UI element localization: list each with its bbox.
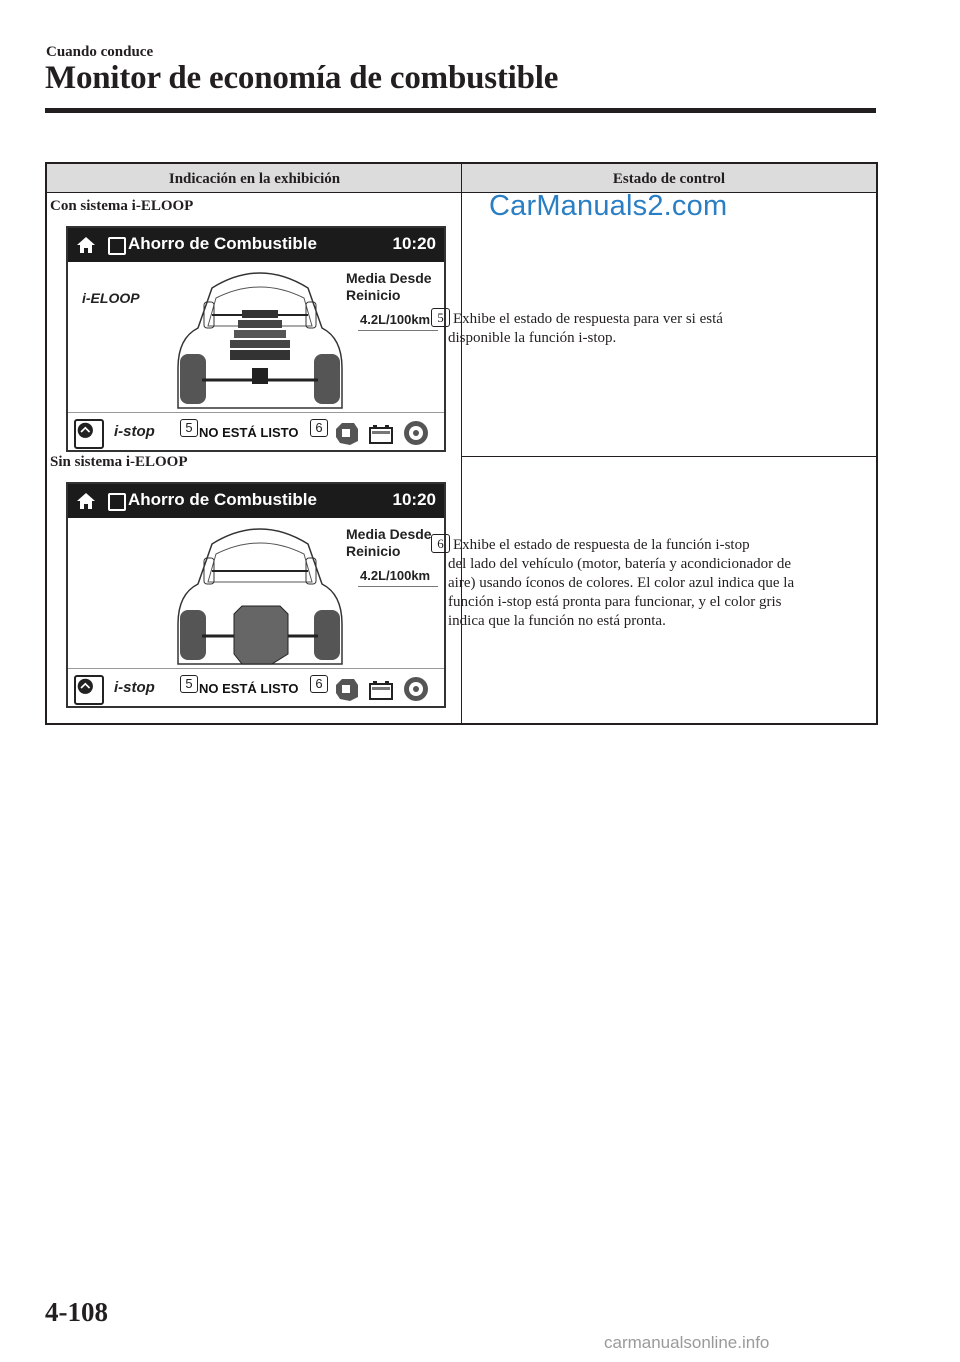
istop-label: i-stop [114, 423, 155, 440]
collapse-button[interactable] [74, 675, 104, 705]
screen-clock: 10:20 [392, 490, 436, 509]
collapse-button[interactable] [74, 419, 104, 449]
screen-title: Ahorro de Combustible [128, 490, 317, 509]
screen-title: Ahorro de Combustible [128, 234, 317, 253]
readout-underline [358, 586, 438, 587]
row-divider [461, 456, 876, 457]
description-text: Exhibe el estado de respuesta para ver si está [453, 311, 723, 327]
engine-icon [332, 675, 360, 703]
readout-underline [358, 330, 438, 331]
screen-topbar [68, 484, 444, 518]
air-conditioner-icon [402, 419, 430, 447]
battery-icon [368, 423, 394, 445]
description-text: Exhibe el estado de respuesta de la función i-stop [453, 537, 750, 553]
column-header-control: Estado de control [612, 171, 726, 187]
description-5 [431, 308, 821, 348]
battery-icon [368, 679, 394, 701]
section-label: Cuando conduce [46, 44, 154, 60]
screen-with-eloop [66, 226, 446, 452]
screen-clock: 10:20 [392, 234, 436, 253]
chevron-up-icon [76, 677, 98, 699]
istop-status-text: NO ESTÁ LISTO [199, 681, 299, 696]
column-header-display: Indicación en la exhibición [168, 171, 341, 187]
home-icon[interactable] [76, 235, 96, 255]
callout-badge-5: 5 [180, 419, 198, 437]
chevron-up-icon [76, 421, 98, 443]
screen-bottombar [68, 668, 444, 707]
watermark-bottom: carmanualsonline.info [604, 1333, 770, 1352]
row-label-with-eloop: Con sistema i-ELOOP [50, 198, 194, 214]
screen-app-icon [108, 493, 126, 511]
fuel-consumption-readout: 4.2L/100km [360, 312, 431, 327]
screen-app-icon [108, 237, 126, 255]
vehicle-illustration [172, 514, 348, 668]
callout-badge-5: 5 [180, 675, 198, 693]
screen-bottombar [68, 412, 444, 451]
callout-badge-6: 6 [310, 419, 328, 437]
istop-status-text: NO ESTÁ LISTO [199, 425, 299, 440]
eloop-label: i-ELOOP [82, 290, 140, 306]
watermark-top: CarManuals2.com [489, 190, 728, 222]
average-label: Media Desde Reinicio [346, 270, 432, 303]
average-label: Media Desde Reinicio [346, 526, 432, 559]
engine-icon [332, 419, 360, 447]
screen-topbar [68, 228, 444, 262]
description-text-continued: del lado del vehículo (motor, batería y acondicionador de aire) usando íconos de colores. El color azul indica que la función i-stop está pronta para funcionar, y el color gris indica que la función no está pronta. [448, 556, 795, 629]
vehicle-eloop-illustration [172, 258, 348, 412]
screen-without-eloop [66, 482, 446, 708]
air-conditioner-icon [402, 675, 430, 703]
home-icon[interactable] [76, 491, 96, 511]
page-title: Monitor de economía de combustible [45, 60, 559, 96]
fuel-consumption-readout: 4.2L/100km [360, 568, 431, 583]
description-6 [431, 534, 821, 631]
header-rule [45, 108, 876, 113]
callout-number: 6 [431, 534, 450, 553]
istop-label: i-stop [114, 679, 155, 696]
info-table [45, 162, 878, 725]
column-divider [461, 164, 462, 723]
page-number: 4-108 [45, 1297, 108, 1327]
callout-badge-6: 6 [310, 675, 328, 693]
row-label-without-eloop: Sin sistema i-ELOOP [50, 454, 188, 470]
callout-number: 5 [431, 308, 450, 327]
description-text-continued: disponible la función i-stop. [448, 330, 617, 346]
